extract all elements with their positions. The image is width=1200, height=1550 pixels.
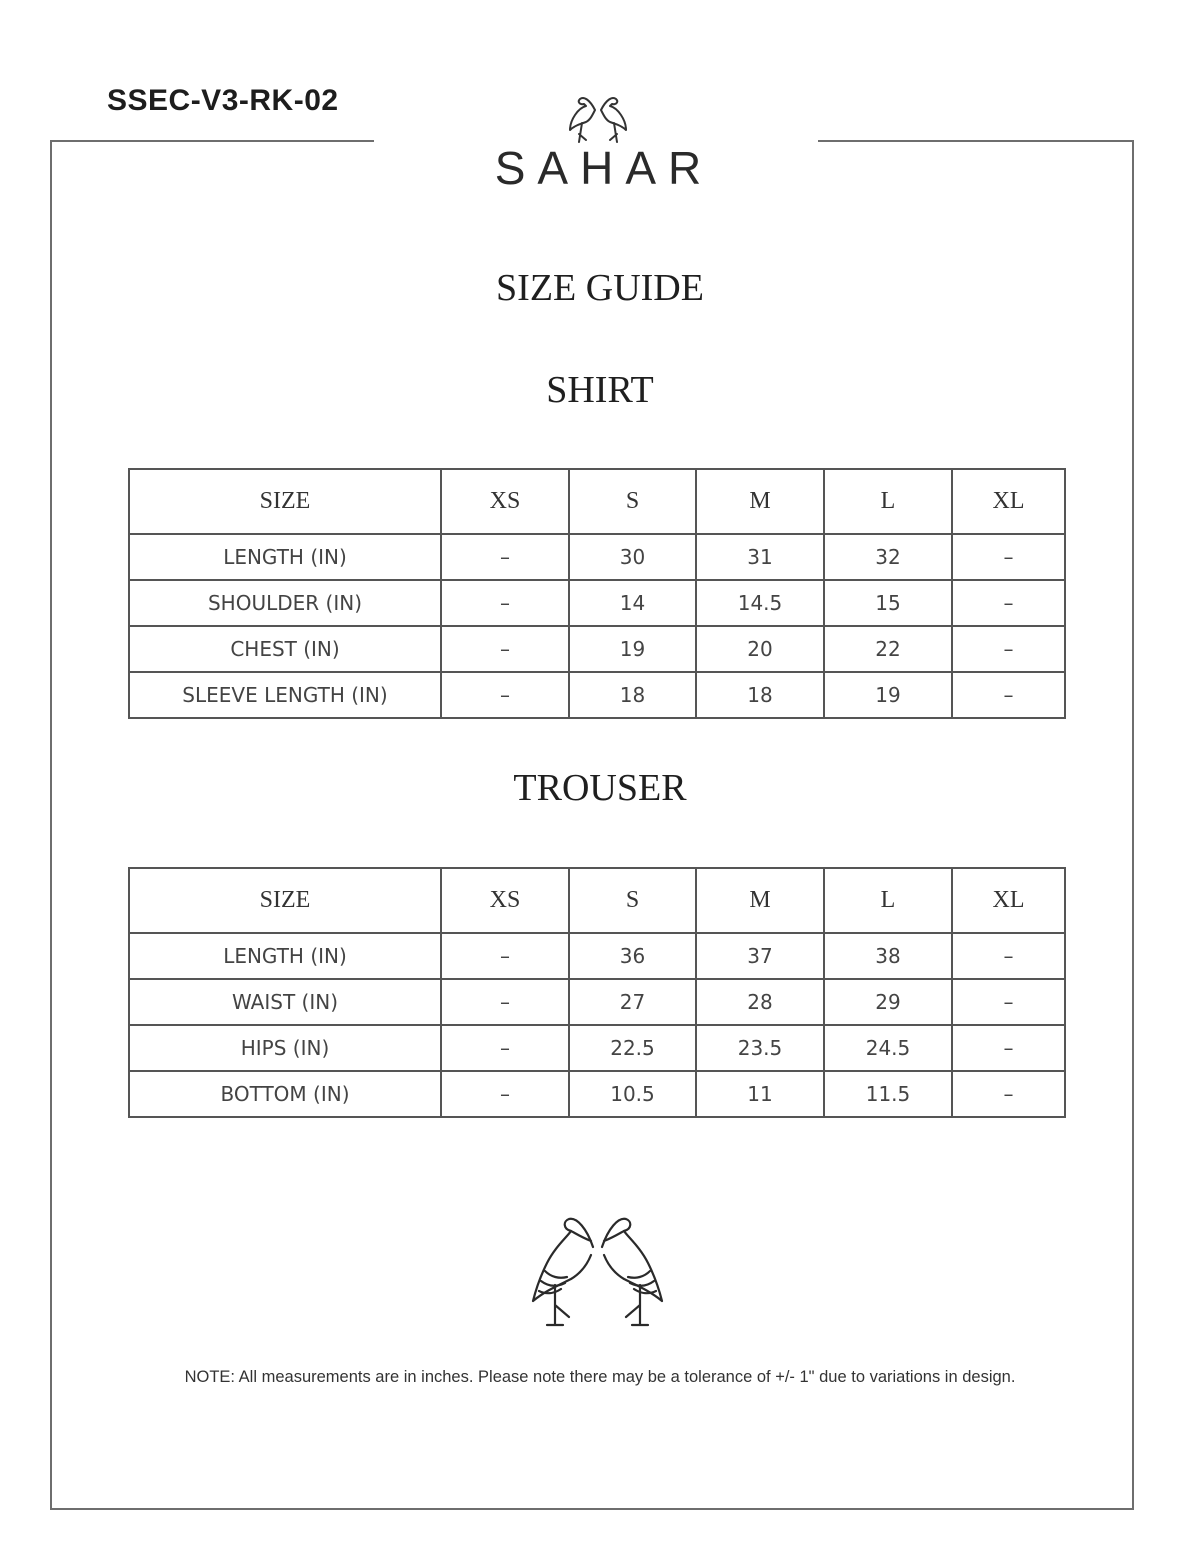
table-cell: –	[952, 1071, 1065, 1117]
table-header-row	[129, 868, 1065, 933]
header-cell: SIZE	[129, 868, 441, 933]
table-cell: 11	[696, 1071, 824, 1117]
table-cell: 31	[696, 534, 824, 580]
table-cell: –	[441, 580, 569, 626]
heron-logo-icon	[562, 90, 634, 146]
table-cell: 23.5	[696, 1025, 824, 1071]
table-cell: –	[952, 672, 1065, 718]
row-label: CHEST (IN)	[129, 626, 441, 672]
table-cell: –	[952, 979, 1065, 1025]
header-cell: M	[696, 868, 824, 933]
header-cell: S	[569, 868, 696, 933]
trouser-size-table	[128, 867, 1066, 1118]
product-code: SSEC-V3-RK-02	[107, 84, 339, 117]
row-label: WAIST (IN)	[129, 979, 441, 1025]
table-cell: 32	[824, 534, 952, 580]
table-cell: 28	[696, 979, 824, 1025]
table-cell: 14	[569, 580, 696, 626]
table-row	[129, 580, 1065, 626]
table-cell: 19	[824, 672, 952, 718]
shirt-heading: SHIRT	[546, 369, 654, 411]
row-label: SHOULDER (IN)	[129, 580, 441, 626]
table-cell: 19	[569, 626, 696, 672]
heron-pair-icon	[525, 1207, 670, 1332]
table-cell: –	[441, 1071, 569, 1117]
brand-name: SAHAR	[494, 142, 714, 194]
table-cell: –	[952, 626, 1065, 672]
row-label: LENGTH (IN)	[129, 534, 441, 580]
table-cell: 22.5	[569, 1025, 696, 1071]
row-label: SLEEVE LENGTH (IN)	[129, 672, 441, 718]
table-row	[129, 534, 1065, 580]
table-cell: 38	[824, 933, 952, 979]
table-cell: 11.5	[824, 1071, 952, 1117]
table-cell: –	[952, 1025, 1065, 1071]
measurement-note: NOTE: All measurements are in inches. Please note there may be a tolerance of +/- 1" due to variations in design.	[184, 1368, 1016, 1386]
table-cell: –	[441, 534, 569, 580]
table-cell: 18	[569, 672, 696, 718]
table-header-row	[129, 469, 1065, 534]
table-row	[129, 626, 1065, 672]
table-cell: 22	[824, 626, 952, 672]
shirt-size-table	[128, 468, 1066, 719]
header-cell: XL	[952, 868, 1065, 933]
table-cell: 14.5	[696, 580, 824, 626]
table-row	[129, 933, 1065, 979]
page-title: SIZE GUIDE	[496, 267, 704, 309]
table-cell: 18	[696, 672, 824, 718]
table-cell: –	[952, 933, 1065, 979]
table-cell: –	[441, 933, 569, 979]
table-cell: –	[952, 580, 1065, 626]
table-cell: –	[952, 534, 1065, 580]
table-row	[129, 979, 1065, 1025]
header-cell: S	[569, 469, 696, 534]
table-row	[129, 1025, 1065, 1071]
table-row	[129, 1071, 1065, 1117]
header-cell: L	[824, 469, 952, 534]
table-cell: 10.5	[569, 1071, 696, 1117]
table-cell: –	[441, 672, 569, 718]
trouser-heading: TROUSER	[513, 767, 687, 809]
table-row	[129, 672, 1065, 718]
header-cell: SIZE	[129, 469, 441, 534]
row-label: LENGTH (IN)	[129, 933, 441, 979]
row-label: BOTTOM (IN)	[129, 1071, 441, 1117]
table-cell: 30	[569, 534, 696, 580]
header-cell: XS	[441, 469, 569, 534]
header-cell: XL	[952, 469, 1065, 534]
table-cell: 29	[824, 979, 952, 1025]
header-cell: L	[824, 868, 952, 933]
table-cell: 27	[569, 979, 696, 1025]
row-label: HIPS (IN)	[129, 1025, 441, 1071]
header-cell: XS	[441, 868, 569, 933]
table-cell: 15	[824, 580, 952, 626]
table-cell: –	[441, 979, 569, 1025]
table-cell: –	[441, 626, 569, 672]
table-cell: 24.5	[824, 1025, 952, 1071]
table-cell: 37	[696, 933, 824, 979]
table-cell: –	[441, 1025, 569, 1071]
header-cell: M	[696, 469, 824, 534]
table-cell: 20	[696, 626, 824, 672]
table-cell: 36	[569, 933, 696, 979]
